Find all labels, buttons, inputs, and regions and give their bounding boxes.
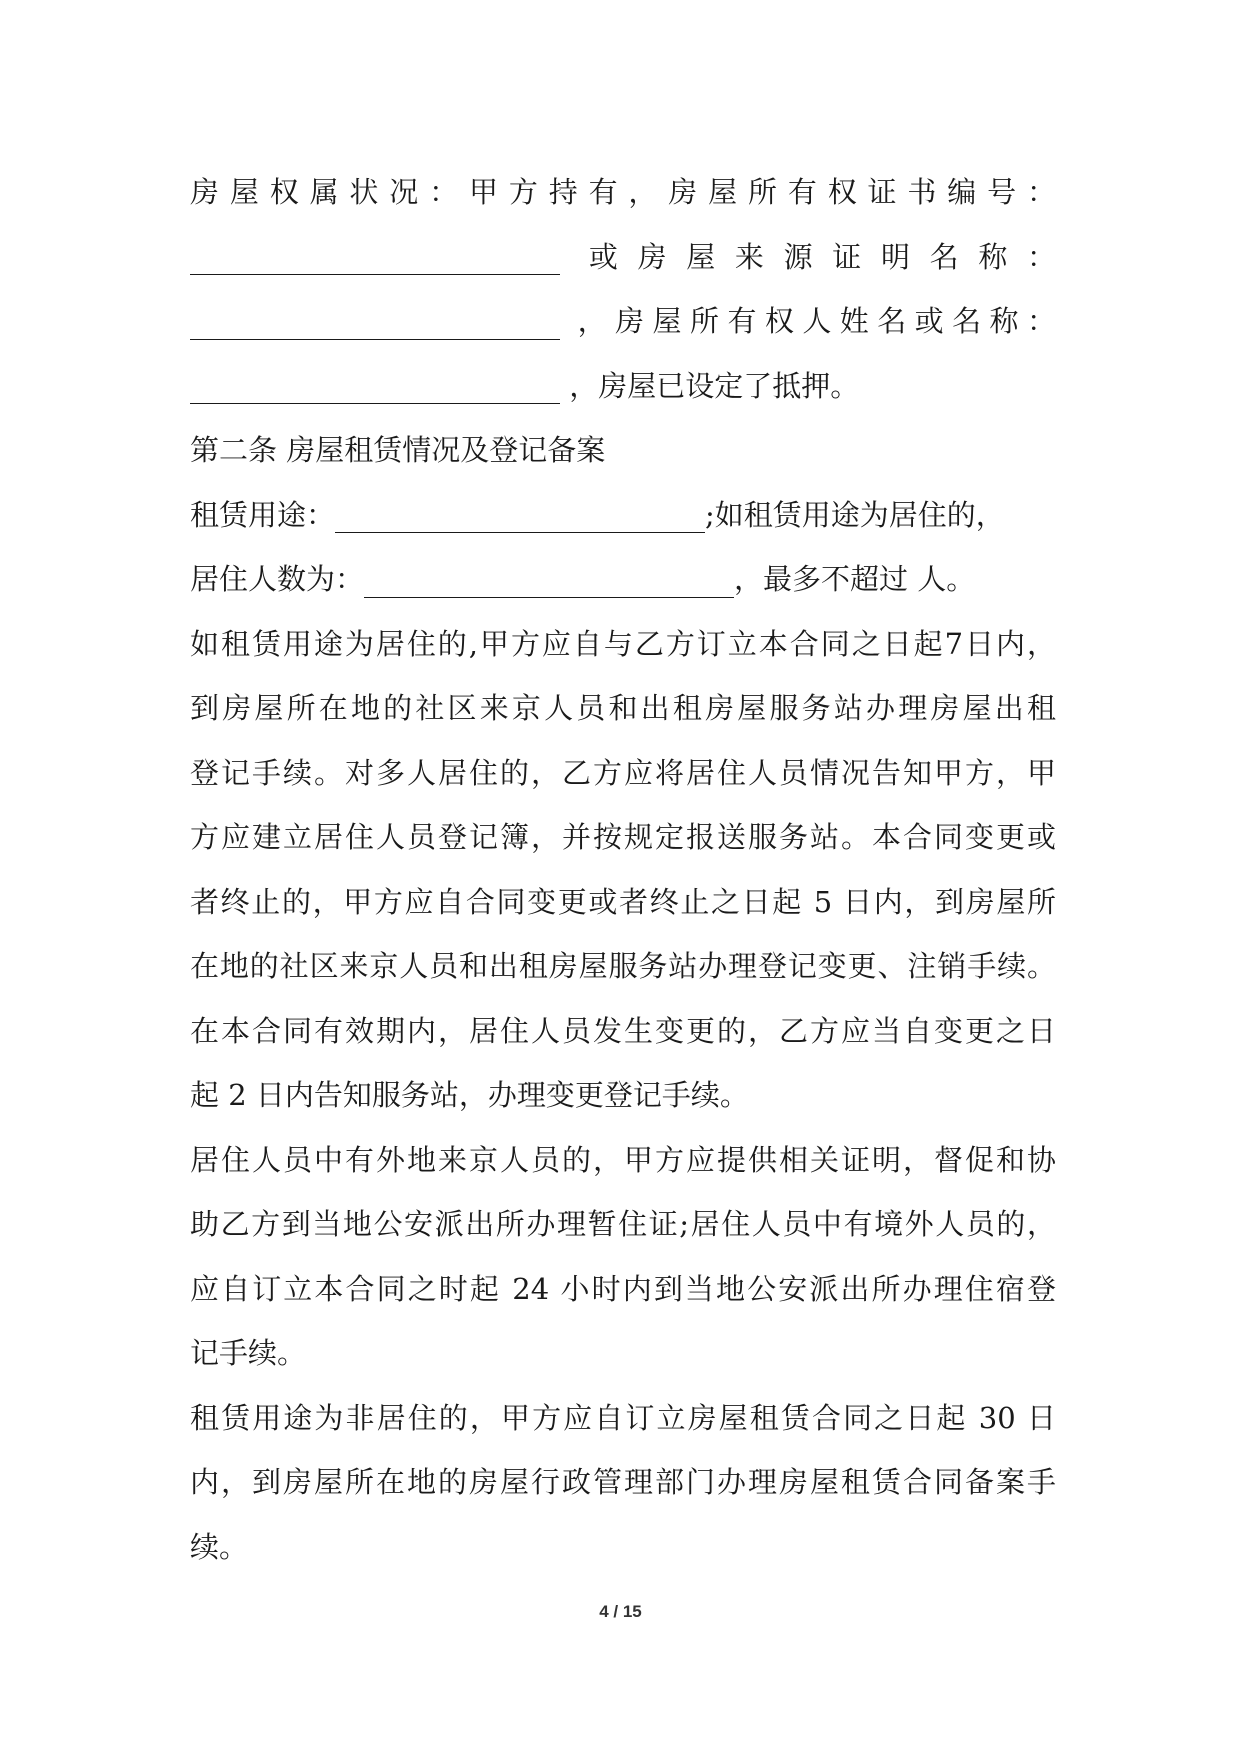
text-line (190, 1515, 1056, 1580)
text-segment: 方应建立居住人员登记簿，并按规定报送服务站。本合同变更或 (190, 820, 1056, 854)
text-segment: 租赁用途： (190, 497, 336, 532)
fill-in-blank (364, 561, 734, 598)
text-segment: 第二条 房屋租赁情况及登记备案 (190, 433, 606, 467)
text-line (190, 741, 1056, 806)
text-line (190, 612, 1056, 677)
text-line (190, 160, 1056, 225)
text-segment: 起 2 日内告知服务站，办理变更登记手续。 (190, 1078, 749, 1112)
text-line (190, 805, 1056, 870)
text-line (190, 483, 1056, 548)
text-line (190, 934, 1056, 999)
page-number: 4 / 15 (599, 1602, 642, 1621)
text-line (190, 1128, 1056, 1193)
text-line (190, 418, 1056, 483)
text-segment: ;如租赁用途为居住的， (705, 497, 1005, 532)
fill-in-blank (190, 238, 560, 275)
text-segment: 居住人员中有外地来京人员的，甲方应提供相关证明，督促和协 (190, 1142, 1056, 1177)
text-segment: ，最多不超过 人。 (734, 562, 976, 596)
text-segment: 助乙方到当地公安派出所办理暂住证;居住人员中有境外人员的， (190, 1207, 1056, 1241)
fill-in-blank (335, 496, 705, 533)
text-segment: 租赁用途为非居住的，甲方应自订立房屋租赁合同之日起 30 日 (190, 1400, 1056, 1435)
text-segment: 续。 (190, 1529, 249, 1564)
text-segment: 在本合同有效期内，居住人员发生变更的，乙方应当自变更之日 (190, 1013, 1056, 1048)
fill-in-blank (190, 367, 560, 404)
text-segment: 记手续。 (190, 1336, 307, 1370)
text-line (190, 289, 1056, 354)
text-segment: 房屋权属状况：甲方持有，房屋所有权证书编号： (190, 175, 1056, 209)
text-line (190, 1063, 1056, 1128)
text-line (190, 547, 1056, 612)
text-segment: 登记手续。对多人居住的，乙方应将居住人员情况告知甲方，甲 (190, 755, 1056, 790)
document-body (190, 160, 1056, 1579)
fill-in-blank (190, 303, 560, 340)
text-segment: ，房屋已设定了抵押。 (569, 368, 860, 403)
text-line (190, 354, 1056, 419)
text-line (190, 1257, 1056, 1322)
text-segment: 如租赁用途为居住的,甲方应自与乙方订立本合同之日起7日内， (190, 626, 1056, 661)
text-line (190, 1321, 1056, 1386)
text-segment: 到房屋所在地的社区来京人员和出租房屋服务站办理房屋出租 (190, 691, 1056, 725)
text-segment: 内，到房屋所在地的房屋行政管理部门办理房屋租赁合同备案手 (190, 1465, 1056, 1499)
text-segment: 者终止的，甲方应自合同变更或者终止之日起 5 日内，到房屋所 (190, 884, 1056, 919)
text-line (190, 999, 1056, 1064)
text-line (190, 1450, 1056, 1515)
text-segment: 应自订立本合同之时起 24 小时内到当地公安派出所办理住宿登 (190, 1271, 1056, 1306)
text-segment: 居住人数为： (190, 562, 365, 596)
text-line (190, 225, 1056, 290)
text-line (190, 1192, 1056, 1257)
text-line (190, 1386, 1056, 1451)
text-segment: ，房屋所有权人姓名或名称： (577, 304, 1056, 338)
text-line (190, 870, 1056, 935)
text-line (190, 676, 1056, 741)
text-segment: 或房屋来源证明名称： (588, 239, 1056, 274)
text-segment: 在地的社区来京人员和出租房屋服务站办理登记变更、注销手续。 (190, 949, 1056, 983)
